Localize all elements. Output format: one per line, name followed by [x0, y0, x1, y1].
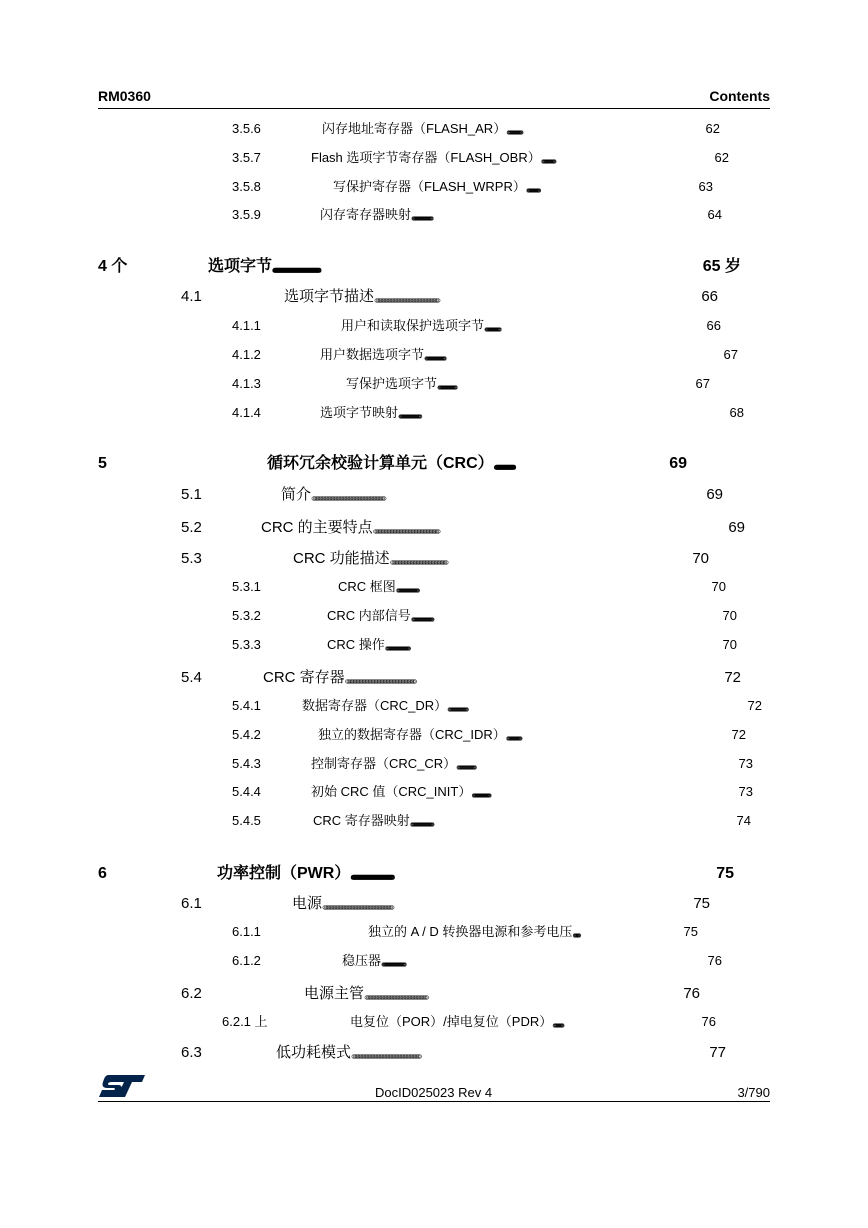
toc-entry-leader-dots: 。。。。。。。。。。。。。。。。。。。。。。。。。。。。。。。。。。。。。。。。。。。。。。 [344, 669, 422, 686]
toc-entry[interactable] [333, 179, 713, 195]
toc-entry[interactable] [368, 924, 698, 940]
toc-entry-number: 4.1.1 [232, 318, 261, 333]
toc-entry-leader-dots: 。。。。。。。。。。。。。。。。。。。。。。。。。。。。。。。。。。。。。。。。。 [398, 405, 426, 420]
toc-entry-leader-dots: 。。。。。。。。。。。。。。。。。。。。。。。。。。。。。。。。。。。。。。。。 [410, 608, 438, 623]
toc-entry-number: 6.3 [181, 1044, 202, 1061]
toc-entry-page: 75 [716, 865, 734, 882]
toc-entry-leader-dots: 。。。。。。。。。。。。。。。。。。。。。。。 [525, 179, 544, 194]
toc-entry-leader-dots: 。。。。。。。。。。 [572, 924, 584, 939]
toc-entry[interactable] [320, 207, 722, 223]
toc-entry-page: 76 [707, 953, 722, 968]
toc-entry[interactable] [267, 454, 687, 474]
toc-entry-number: 5.3 [181, 550, 202, 567]
toc-entry-leader-dots: 。。。。。。。。。。。。。。。。。。。。。。。。。。。 [506, 121, 527, 136]
toc-entry-number: 6.2.1 上 [222, 1014, 268, 1029]
toc-entry-page: 76 [683, 985, 700, 1002]
toc-entry[interactable] [342, 953, 722, 969]
toc-entry-title: 控制寄存器（CRC_CR） [311, 756, 457, 771]
toc-entry-title: 用户和读取保护选项字节 [341, 318, 485, 333]
toc-entry-title: 闪存地址寄存器（FLASH_AR） [322, 121, 507, 136]
toc-entry-leader-dots: 。。。。。。。。。。。。。。。。。。。。。。。。。。。。。。。。。。。。。。 [424, 347, 450, 362]
toc-entry-number: 5.4.2 [232, 727, 261, 742]
toc-entry-page: 73 [738, 784, 753, 799]
toc-entry[interactable] [311, 756, 753, 772]
toc-entry-page: 66 [706, 318, 721, 333]
toc-entry-number: 3.5.7 [232, 150, 261, 165]
toc-entry-page: 75 [693, 895, 710, 912]
toc-entry[interactable] [217, 864, 734, 884]
header-divider [98, 108, 770, 109]
toc-entry[interactable] [311, 784, 753, 800]
toc-entry-page: 70 [722, 637, 737, 652]
toc-entry[interactable] [276, 1044, 726, 1062]
footer-doc-id: DocID025023 Rev 4 [375, 1085, 493, 1100]
toc-entry[interactable] [341, 318, 721, 334]
toc-entry-page: 62 [705, 121, 720, 136]
toc-entry[interactable] [322, 121, 720, 137]
toc-entry[interactable] [327, 608, 737, 624]
toc-entry[interactable] [327, 637, 737, 653]
toc-entry-number: 6.1.1 [232, 924, 261, 939]
toc-entry-number: 5.4.4 [232, 784, 261, 799]
toc-entry-number: 5.3.1 [232, 579, 261, 594]
toc-entry-page: 69 [669, 455, 687, 472]
toc-entry-number: 6 [98, 865, 107, 882]
toc-entry-page: 68 [729, 405, 744, 420]
toc-entry[interactable] [263, 669, 741, 687]
toc-entry-page: 70 [722, 608, 737, 623]
st-logo-icon [98, 1074, 146, 1098]
toc-entry-leader-dots: 。。。。。。。。。。。。。。。。。。。。。。。。。。。。。。。。。。。。。。。。。。。。。。 [322, 895, 399, 912]
toc-entry-title: 低功耗模式 [276, 1044, 352, 1061]
toc-entry-title: 写保护寄存器（FLASH_WRPR） [333, 179, 526, 194]
toc-entry-page: 63 [698, 179, 713, 194]
toc-entry[interactable] [338, 579, 726, 595]
toc-entry-title: 独立的 A / D 转换器电源和参考电压 [368, 924, 573, 939]
toc-entry-title: 简介 [281, 486, 312, 503]
toc-entry-title: Flash 选项字节寄存器（FLASH_OBR） [311, 150, 541, 165]
toc-entry-title: 电源主管 [304, 985, 365, 1002]
toc-entry-page: 72 [731, 727, 746, 742]
toc-entry-leader-dots: 。。。。。。。。。。。。。。。。。。。。。。。。。。。。。。。。。。。。。。。。 [350, 865, 399, 882]
toc-entry-leader-dots: 。。。。。。。。。。。。。。。。。。。。。。。。。。。。。。。。。。。。。。。。。。。。。 [384, 637, 414, 652]
toc-entry-leader-dots: 。。。。。。。。。。。。。。。。。。。。。。。。。。。。。。。。。。。。。。。。。。 [409, 813, 438, 828]
toc-entry-number: 4.1.3 [232, 376, 261, 391]
toc-entry-leader-dots: 。。。。。。。。。。。。。。。。。。。。。。。。。。。。。。。。。。。。。。。。。。。。。。。。 [311, 486, 391, 503]
toc-entry-title: 数据寄存器（CRC_DR） [302, 698, 448, 713]
toc-entry-number: 4.1.2 [232, 347, 261, 362]
header-doc-code: RM0360 [98, 88, 151, 104]
toc-entry-leader-dots: 。。。。。。。。。。。。。。。。。。 [493, 455, 520, 472]
toc-entry[interactable] [281, 486, 723, 504]
toc-entry-title: CRC 的主要特点 [261, 519, 373, 536]
toc-entry-leader-dots: 。。。。。。。。。。。。。。。。。。。。。。。。。。。。。。。。。。。。。。。。。。。。。 [351, 1044, 427, 1061]
toc-entry-leader-dots: 。。。。。。。。。。。。。。。。。。。。。。。。。。。。 [484, 318, 505, 333]
toc-entry[interactable] [311, 150, 729, 166]
toc-entry-number: 3.5.6 [232, 121, 261, 136]
toc-entry[interactable] [292, 895, 710, 913]
toc-entry-number: 5.2 [181, 519, 202, 536]
toc-entry-page: 70 [692, 550, 709, 567]
toc-entry-number: 3.5.8 [232, 179, 261, 194]
toc-entry[interactable] [293, 550, 709, 568]
toc-entry-title: 循环冗余校验计算单元（CRC） [267, 455, 494, 472]
toc-entry-page: 75 [683, 924, 698, 939]
toc-entry-leader-dots: 。。。。。。。。。。。。。。。。。。。。。。。。。。。。。。。。。。。。。。 [411, 207, 437, 222]
toc-entry-number: 5.3.3 [232, 637, 261, 652]
toc-entry[interactable] [284, 288, 718, 306]
toc-entry-title: 选项字节 [208, 258, 273, 275]
toc-entry[interactable] [320, 347, 738, 363]
toc-entry-title: 独立的数据寄存器（CRC_IDR） [318, 727, 506, 742]
toc-entry-leader-dots: 。。。。。。。。。。。。。。。。。 [552, 1014, 568, 1029]
toc-entry-leader-dots: 。。。。。。。。。。。。。。。。。。。。。。。。。。。。。。。。。。。。。。。。。 [395, 579, 423, 594]
toc-entry-leader-dots: 。。。。。。。。。。。。。。。。。。。。。。。。。。。。。。。。。。。。 [447, 698, 472, 713]
toc-entry-page: 76 [701, 1014, 716, 1029]
toc-entry-leader-dots: 。。。。。。。。。。。。。。。。。。。。。。。。。。。。。。。。。。。。。。。。。。。。 [381, 953, 410, 968]
toc-entry-leader-dots: 。。。。。。。。。。。。。。。。。。。。。。。。。。 [505, 727, 526, 742]
toc-entry-number: 6.1 [181, 895, 202, 912]
toc-entry-leader-dots: 。。。。。。。。。。。。。。。。。。。。。。。。。。。。。。。。。。 [456, 756, 480, 771]
toc-entry-title: 选项字节映射 [320, 405, 399, 420]
toc-entry[interactable] [304, 985, 700, 1003]
toc-entry-number: 5.4.1 [232, 698, 261, 713]
toc-entry-title: CRC 寄存器 [263, 669, 345, 686]
toc-entry-page: 66 [701, 288, 718, 305]
toc-entry-page: 67 [723, 347, 738, 362]
toc-entry-title: 功率控制（PWR） [217, 865, 351, 882]
toc-entry-leader-dots: 。。。。。。。。。。。。。。。。。。。。。。。。。。。。。。。。。。。。。。。。。。。 [372, 519, 445, 536]
toc-entry-title: 电复位（POR）/掉电复位（PDR） [350, 1014, 553, 1029]
toc-entry-title: 写保护选项字节 [346, 376, 438, 391]
toc-entry-page: 69 [706, 486, 723, 503]
toc-entry[interactable] [313, 813, 751, 829]
toc-entry-number: 4.1.4 [232, 405, 261, 420]
toc-entry-number: 5.4.3 [232, 756, 261, 771]
toc-entry-page: 70 [711, 579, 726, 594]
toc-entry-page: 73 [738, 756, 753, 771]
toc-entry-page: 77 [709, 1044, 726, 1061]
toc-entry-leader-dots: 。。。。。。。。。。。。。。。。。。。。。。。。。。。。。。。。。。 [437, 376, 461, 391]
toc-entry-number: 5.1 [181, 486, 202, 503]
toc-entry-leader-dots: 。。。。。。。。。。。。。。。。。。。。。。。。。。。。。。。。。。。。。。。。。 [364, 985, 434, 1002]
toc-entry-number: 4.1 [181, 288, 202, 305]
toc-entry-page: 62 [714, 150, 729, 165]
toc-entry[interactable] [302, 698, 762, 714]
toc-entry-page: 72 [724, 669, 741, 686]
toc-entry-leader-dots: 。。。。。。。。。。。。。。。。。。。。。。。。。。。。。。。。。。。。。。。。。。。。。 [272, 258, 326, 275]
header-section-title: Contents [709, 88, 770, 104]
toc-entry[interactable] [208, 257, 741, 277]
toc-entry-number: 4 个 [98, 258, 128, 275]
toc-entry-number: 6.2 [181, 985, 202, 1002]
toc-entry-leader-dots: 。。。。。。。。。。。。。。。。。。。。。。。。。。。。。。。。。 [471, 784, 495, 799]
toc-entry-title: 闪存寄存器映射 [320, 207, 412, 222]
toc-entry-number: 3.5.9 [232, 207, 261, 222]
toc-entry-page: 64 [707, 207, 722, 222]
toc-entry-number: 5.4 [181, 669, 202, 686]
toc-entry-title: CRC 内部信号 [327, 608, 411, 623]
toc-entry-page: 65 岁 [702, 258, 741, 275]
toc-entry[interactable] [320, 405, 744, 421]
toc-entry-title: 电源 [292, 895, 323, 912]
toc-entry-page: 67 [695, 376, 710, 391]
toc-entry-title: CRC 操作 [327, 637, 385, 652]
footer-page-number: 3/790 [737, 1085, 770, 1100]
toc-entry-page: 69 [728, 519, 745, 536]
toc-entry[interactable] [346, 376, 710, 392]
toc-entry[interactable] [350, 1014, 716, 1030]
toc-entry-number: 5 [98, 455, 107, 472]
toc-entry-title: 初始 CRC 值（CRC_INIT） [311, 784, 472, 799]
footer-divider [98, 1101, 770, 1102]
toc-entry-number: 5.4.5 [232, 813, 261, 828]
toc-entry-title: CRC 框图 [338, 579, 396, 594]
toc-entry-page: 74 [736, 813, 751, 828]
toc-entry-leader-dots: 。。。。。。。。。。。。。。。。。。。。。。。。。。。。。。。。。。。。。。。。。。 [374, 288, 445, 305]
toc-entry-number: 5.3.2 [232, 608, 261, 623]
toc-entry-title: 稳压器 [342, 953, 382, 968]
toc-entry[interactable] [318, 727, 746, 743]
toc-entry-leader-dots: 。。。。。。。。。。。。。。。。。。。。。。。。 [540, 150, 560, 165]
toc-entry-title: 用户数据选项字节 [320, 347, 425, 362]
toc-entry-title: 选项字节描述 [284, 288, 375, 305]
toc-entry-title: CRC 寄存器映射 [313, 813, 410, 828]
toc-entry-number: 6.1.2 [232, 953, 261, 968]
toc-entry-page: 72 [747, 698, 762, 713]
toc-entry[interactable] [261, 519, 745, 537]
toc-entry-title: CRC 功能描述 [293, 550, 390, 567]
toc-entry-leader-dots: 。。。。。。。。。。。。。。。。。。。。。。。。。。。。。。。。。。。。。 [389, 550, 453, 567]
